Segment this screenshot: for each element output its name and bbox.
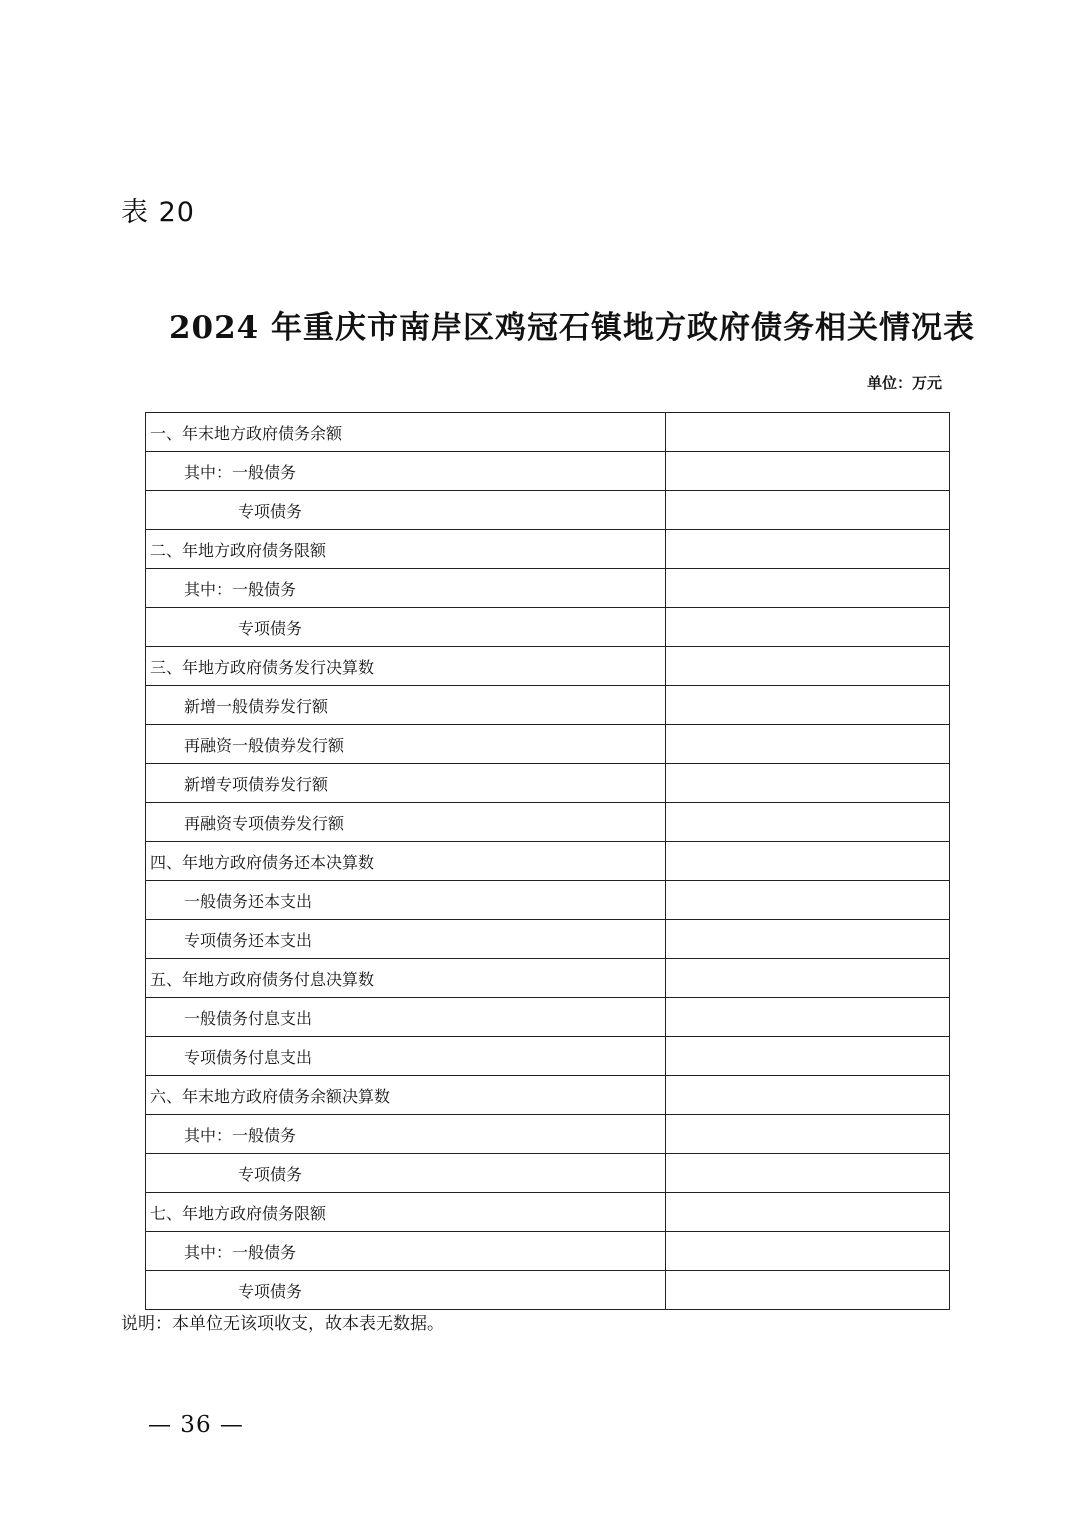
- row-value: [666, 1115, 950, 1154]
- table-row: [146, 686, 950, 725]
- row-label: 其中：一般债务: [146, 569, 666, 608]
- table-row: [146, 920, 950, 959]
- table-row: [146, 764, 950, 803]
- row-label: 新增专项债券发行额: [146, 764, 666, 803]
- table-row: [146, 1193, 950, 1232]
- row-label: 专项债务: [146, 491, 666, 530]
- table-row: [146, 1076, 950, 1115]
- row-label: 专项债务: [146, 1271, 666, 1310]
- row-label: 新增一般债券发行额: [146, 686, 666, 725]
- table-row: [146, 608, 950, 647]
- unit-label: 单位：万元: [866, 374, 942, 392]
- row-label: 再融资专项债券发行额: [146, 803, 666, 842]
- row-label: 四、年地方政府债务还本决算数: [146, 842, 666, 881]
- row-value: [666, 881, 950, 920]
- table-row: [146, 1115, 950, 1154]
- document-title: 2024 年重庆市南岸区鸡冠石镇地方政府债务相关情况表: [168, 310, 976, 346]
- page-number: — 36 —: [148, 1412, 244, 1438]
- row-value: [666, 842, 950, 881]
- row-label: 其中：一般债务: [146, 452, 666, 491]
- row-label: 专项债务: [146, 608, 666, 647]
- table-row: [146, 842, 950, 881]
- table-row: [146, 803, 950, 842]
- table-row: [146, 1271, 950, 1310]
- table-row: [146, 452, 950, 491]
- row-label: 六、年末地方政府债务余额决算数: [146, 1076, 666, 1115]
- row-value: [666, 1232, 950, 1271]
- table-row: [146, 1154, 950, 1193]
- table-row: [146, 647, 950, 686]
- row-label: 其中：一般债务: [146, 1232, 666, 1271]
- row-value: [666, 764, 950, 803]
- table-row: [146, 491, 950, 530]
- table-row: [146, 1037, 950, 1076]
- row-value: [666, 920, 950, 959]
- row-value: [666, 1271, 950, 1310]
- row-label: 三、年地方政府债务发行决算数: [146, 647, 666, 686]
- row-label: 七、年地方政府债务限额: [146, 1193, 666, 1232]
- row-value: [666, 1154, 950, 1193]
- row-value: [666, 491, 950, 530]
- row-value: [666, 803, 950, 842]
- row-value: [666, 569, 950, 608]
- row-label: 专项债务付息支出: [146, 1037, 666, 1076]
- table-row: [146, 530, 950, 569]
- row-label: 专项债务还本支出: [146, 920, 666, 959]
- table-row: [146, 959, 950, 998]
- row-value: [666, 998, 950, 1037]
- row-value: [666, 608, 950, 647]
- row-value: [666, 1193, 950, 1232]
- table-number-label: 表 20: [121, 197, 195, 228]
- debt-table: [145, 412, 950, 1310]
- row-label: 专项债务: [146, 1154, 666, 1193]
- table-row: [146, 1232, 950, 1271]
- table-row: [146, 569, 950, 608]
- row-value: [666, 647, 950, 686]
- row-label: 一、年末地方政府债务余额: [146, 413, 666, 452]
- row-value: [666, 530, 950, 569]
- row-value: [666, 686, 950, 725]
- row-label: 其中：一般债务: [146, 1115, 666, 1154]
- row-value: [666, 725, 950, 764]
- row-label: 一般债务还本支出: [146, 881, 666, 920]
- row-value: [666, 452, 950, 491]
- row-label: 二、年地方政府债务限额: [146, 530, 666, 569]
- table-row: [146, 998, 950, 1037]
- row-label: 一般债务付息支出: [146, 998, 666, 1037]
- table-row: [146, 413, 950, 452]
- table-note: 说明：本单位无该项收支，故本表无数据。: [121, 1314, 444, 1334]
- row-value: [666, 959, 950, 998]
- table-row: [146, 881, 950, 920]
- row-value: [666, 1037, 950, 1076]
- row-value: [666, 413, 950, 452]
- row-label: 五、年地方政府债务付息决算数: [146, 959, 666, 998]
- row-value: [666, 1076, 950, 1115]
- row-label: 再融资一般债券发行额: [146, 725, 666, 764]
- table-row: [146, 725, 950, 764]
